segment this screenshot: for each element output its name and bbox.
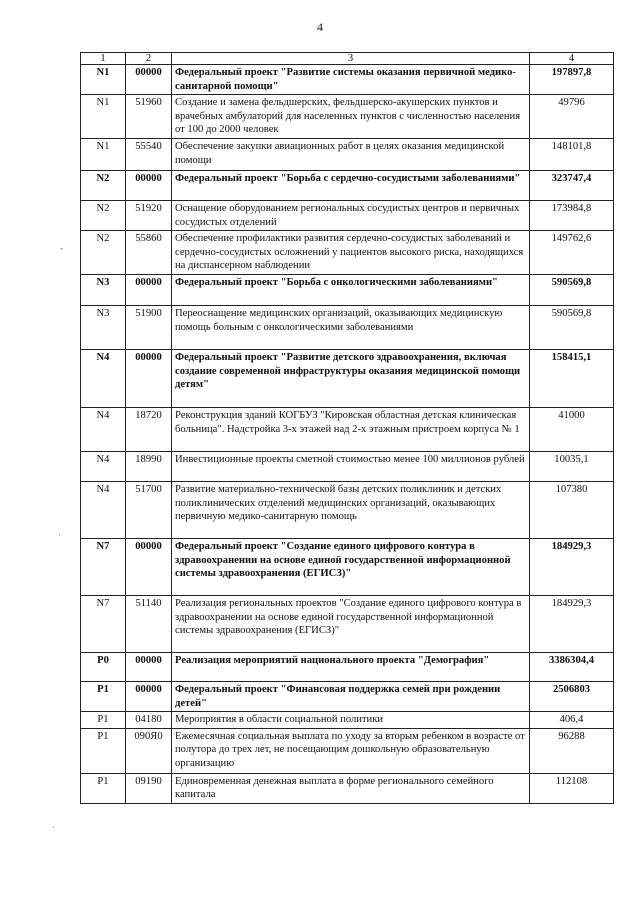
table-row — [81, 231, 614, 275]
row-expense-code: 00000 — [126, 65, 172, 95]
row-amount: 149762,6 — [530, 231, 614, 275]
table-row — [81, 682, 614, 712]
row-section-code: P1 — [81, 682, 126, 712]
row-description: Мероприятия в области социальной политики — [172, 712, 530, 729]
table-row — [81, 452, 614, 482]
row-expense-code: 51900 — [126, 306, 172, 350]
table-row — [81, 539, 614, 596]
table-row — [81, 596, 614, 653]
table-row — [81, 139, 614, 171]
row-description: Реконструкция зданий КОГБУЗ "Кировская областная детская клиническая больница". Надстройка 3-х этажей над 2-х этажным пристроем корпуса № 1 — [172, 408, 530, 452]
row-amount: 197897,8 — [530, 65, 614, 95]
row-expense-code: 51960 — [126, 95, 172, 139]
table-row — [81, 773, 614, 803]
row-expense-code: 09190 — [126, 773, 172, 803]
row-section-code: P1 — [81, 712, 126, 729]
table-row — [81, 201, 614, 231]
row-expense-code: 00000 — [126, 653, 172, 682]
row-description: Реализация мероприятий национального проекта "Демография" — [172, 653, 530, 682]
table-row — [81, 712, 614, 729]
table-row — [81, 275, 614, 306]
row-description: Обеспечение закупки авиационных работ в целях оказания медицинской помощи — [172, 139, 530, 171]
row-amount: 112108 — [530, 773, 614, 803]
row-description: Федеральный проект "Борьба с сердечно-сосудистыми заболеваниями" — [172, 171, 530, 201]
table-row — [81, 350, 614, 408]
row-expense-code: 00000 — [126, 682, 172, 712]
row-section-code: N4 — [81, 408, 126, 452]
row-section-code: N2 — [81, 231, 126, 275]
table-row — [81, 65, 614, 95]
scan-mark: · — [58, 530, 61, 540]
row-amount: 49796 — [530, 95, 614, 139]
row-description: Создание и замена фельдшерских, фельдшерско-акушерских пунктов и врачебных амбулаторий для населенных пунктов с численностью населения от 100 до 2000 человек — [172, 95, 530, 139]
row-amount: 3386304,4 — [530, 653, 614, 682]
table-header-row — [81, 53, 614, 65]
table-row — [81, 728, 614, 773]
row-expense-code: 55540 — [126, 139, 172, 171]
row-description: Федеральный проект "Финансовая поддержка семей при рождении детей" — [172, 682, 530, 712]
row-amount: 590569,8 — [530, 275, 614, 306]
row-section-code: P0 — [81, 653, 126, 682]
row-expense-code: 55860 — [126, 231, 172, 275]
table-row — [81, 171, 614, 201]
row-expense-code: 00000 — [126, 539, 172, 596]
header-col-4: 4 — [530, 53, 614, 65]
row-amount: 107380 — [530, 482, 614, 539]
row-description: Обеспечение профилактики развития сердечно-сосудистых заболеваний и сердечно-сосудистых осложнений у пациентов высокого риска, находящихся на диспансерном наблюдении — [172, 231, 530, 275]
row-amount: 10035,1 — [530, 452, 614, 482]
row-amount: 148101,8 — [530, 139, 614, 171]
table-row — [81, 408, 614, 452]
row-amount: 184929,3 — [530, 596, 614, 653]
row-description: Ежемесячная социальная выплата по уходу за вторым ребенком в возрасте от полутора до трех лет, не посещающим дошкольную образовательную организацию — [172, 728, 530, 773]
row-section-code: N4 — [81, 350, 126, 408]
row-section-code: N4 — [81, 482, 126, 539]
row-expense-code: 18990 — [126, 452, 172, 482]
row-description: Федеральный проект "Создание единого цифрового контура в здравоохранении на основе единой государственной информационной системы здравоохранения (ЕГИСЗ)" — [172, 539, 530, 596]
header-col-1: 1 — [81, 53, 126, 65]
row-description: Оснащение оборудованием региональных сосудистых центров и первичных сосудистых отделений — [172, 201, 530, 231]
table-row — [81, 306, 614, 350]
row-expense-code: 51700 — [126, 482, 172, 539]
row-expense-code: 090Я0 — [126, 728, 172, 773]
row-description: Переоснащение медицинских организаций, оказывающих медицинскую помощь больным с онкологическими заболеваниями — [172, 306, 530, 350]
row-expense-code: 18720 — [126, 408, 172, 452]
budget-table — [80, 52, 614, 804]
scan-mark: - — [60, 243, 63, 253]
row-description: Федеральный проект "Развитие системы оказания первичной медико-санитарной помощи" — [172, 65, 530, 95]
page-number: 4 — [317, 20, 323, 34]
table-body — [81, 65, 614, 804]
row-amount: 2506803 — [530, 682, 614, 712]
row-amount: 406,4 — [530, 712, 614, 729]
row-expense-code: 51140 — [126, 596, 172, 653]
row-description: Развитие материально-технической базы детских поликлиник и детских поликлинических отделений медицинских организаций, оказывающих первичную медико-санитарную помощь — [172, 482, 530, 539]
scan-mark: · — [52, 822, 55, 832]
row-section-code: N7 — [81, 596, 126, 653]
row-amount: 41000 — [530, 408, 614, 452]
table-row — [81, 95, 614, 139]
row-section-code: N7 — [81, 539, 126, 596]
row-section-code: N2 — [81, 171, 126, 201]
row-section-code: N2 — [81, 201, 126, 231]
row-description: Федеральный проект "Борьба с онкологическими заболеваниями" — [172, 275, 530, 306]
row-section-code: P1 — [81, 728, 126, 773]
table-row — [81, 482, 614, 539]
row-section-code: N4 — [81, 452, 126, 482]
row-expense-code: 51920 — [126, 201, 172, 231]
row-expense-code: 00000 — [126, 171, 172, 201]
header-col-3: 3 — [172, 53, 530, 65]
row-amount: 590569,8 — [530, 306, 614, 350]
row-section-code: N1 — [81, 65, 126, 95]
row-amount: 184929,3 — [530, 539, 614, 596]
row-description: Федеральный проект "Развитие детского здравоохранения, включая создание современной инфраструктуры оказания медицинской помощи детям" — [172, 350, 530, 408]
row-expense-code: 00000 — [126, 275, 172, 306]
row-description: Реализация региональных проектов "Создание единого цифрового контура в здравоохранении на основе единой государственной информационной системы здравоохранения (ЕГИСЗ)" — [172, 596, 530, 653]
table-row — [81, 653, 614, 682]
row-amount: 96288 — [530, 728, 614, 773]
header-col-2: 2 — [126, 53, 172, 65]
row-expense-code: 00000 — [126, 350, 172, 408]
row-amount: 173984,8 — [530, 201, 614, 231]
row-amount: 323747,4 — [530, 171, 614, 201]
row-section-code: N3 — [81, 306, 126, 350]
row-section-code: N1 — [81, 95, 126, 139]
row-description: Инвестиционные проекты сметной стоимостью менее 100 миллионов рублей — [172, 452, 530, 482]
row-amount: 158415,1 — [530, 350, 614, 408]
row-section-code: N3 — [81, 275, 126, 306]
row-description: Единовременная денежная выплата в форме регионального семейного капитала — [172, 773, 530, 803]
row-section-code: P1 — [81, 773, 126, 803]
row-expense-code: 04180 — [126, 712, 172, 729]
row-section-code: N1 — [81, 139, 126, 171]
